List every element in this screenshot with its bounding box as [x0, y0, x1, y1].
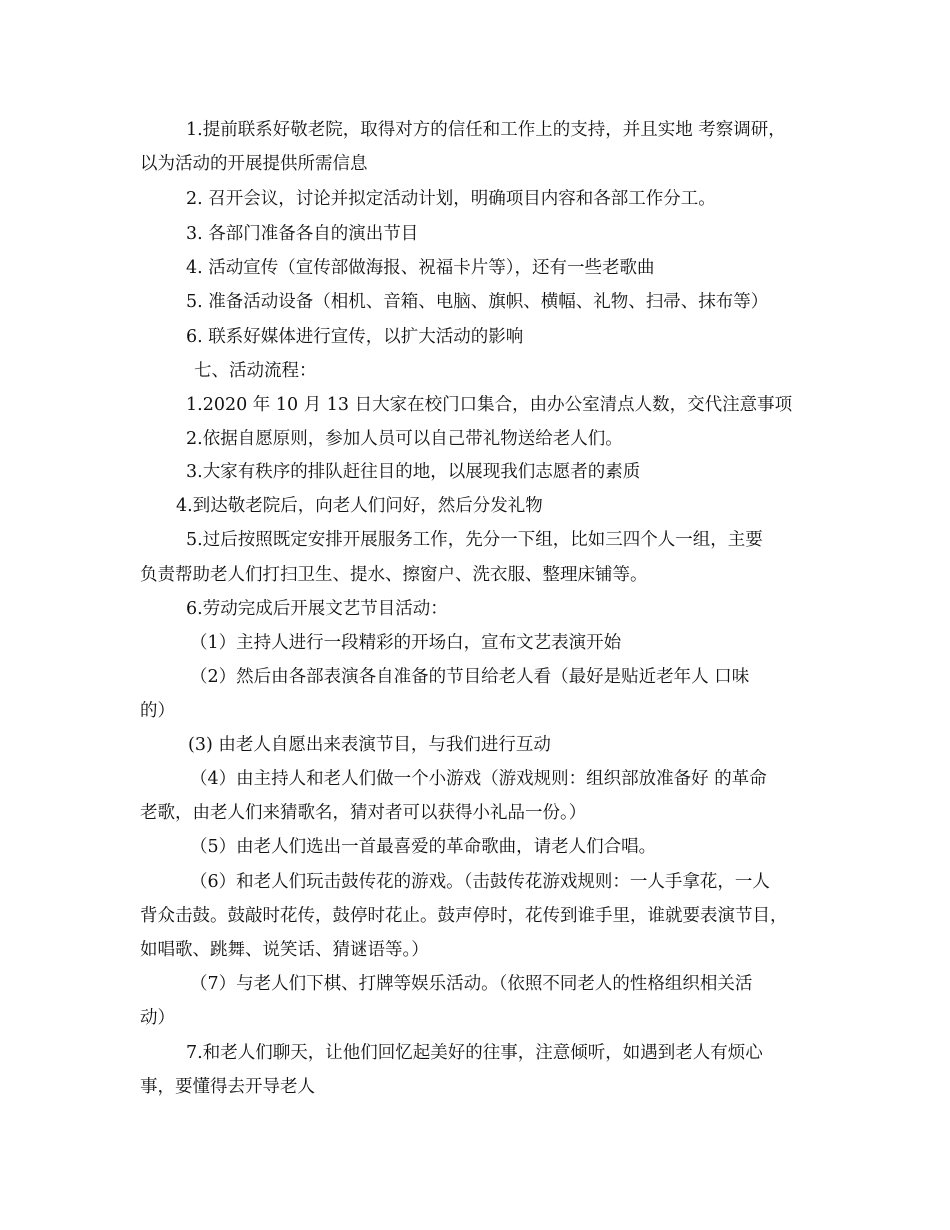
- text-line: 4. 活动宣传（宣传部做海报、祝福卡片等），还有一些老歌曲: [186, 258, 655, 278]
- text-line: 1.提前联系好敬老院，取得对方的信任和工作上的支持，并且实地 考察调研，: [186, 120, 786, 140]
- section-heading: 七、活动流程：: [194, 361, 317, 381]
- text-line: 背众击鼓。鼓敲时花传，鼓停时花止。鼓声停时，花传到谁手里，谁就要表演节目，: [140, 906, 788, 926]
- text-line: 5.过后按照既定安排开展服务工作，先分一下组，比如三四个人一组，主要: [186, 530, 763, 550]
- text-line: （7）与老人们下棋、打牌等娱乐活动。（依照不同老人的性格组织相关活: [190, 974, 753, 994]
- text-line: 6. 联系好媒体进行宣传，以扩大活动的影响: [186, 327, 524, 347]
- text-line: 3. 各部门准备各自的演出节目: [186, 224, 419, 244]
- text-line: 3.大家有秩序的排队赶往目的地，以展现我们志愿者的素质: [186, 462, 641, 482]
- text-line: 如唱歌、跳舞、说笑话、猜谜语等。）: [140, 940, 429, 960]
- text-line: 以为活动的开展提供所需信息: [140, 154, 368, 174]
- text-line: 5. 准备活动设备（相机、音箱、电脑、旗帜、横幅、礼物、扫帚、抹布等）: [186, 292, 769, 312]
- text-line: （1）主持人进行一段精彩的开场白，宣布文艺表演开始: [190, 633, 622, 653]
- text-line: （6）和老人们玩击鼓传花的游戏。（击鼓传花游戏规则：一人手拿花，一人: [190, 872, 770, 892]
- text-line: 事，要懂得去开导老人: [140, 1077, 315, 1097]
- text-line: 6.劳动完成后开展文艺节目活动：: [186, 599, 448, 619]
- text-line: 1.2020 年 10 月 13 日大家在校门口集合，由办公室清点人数，交代注意事项: [186, 395, 793, 415]
- text-line: （2）然后由各部表演各自准备的节目给老人看（最好是贴近老年人 口味: [190, 667, 750, 687]
- text-line: 动）: [140, 1008, 175, 1028]
- text-line: (3) 由老人自愿出来表演节目，与我们进行互动: [188, 735, 551, 755]
- text-line: 2. 召开会议，讨论并拟定活动计划，明确项目内容和各部工作分工。: [186, 189, 716, 209]
- text-line: 2.依据自愿原则，参加人员可以自己带礼物送给老人们。: [186, 429, 623, 449]
- text-line: 负责帮助老人们打扫卫生、提水、擦窗户、洗衣服、整理床铺等。: [140, 565, 648, 585]
- text-line: 的）: [140, 701, 175, 721]
- text-line: （5）由老人们选出一首最喜爱的革命歌曲，请老人们合唱。: [190, 837, 657, 857]
- text-line: 4.到达敬老院后，向老人们问好，然后分发礼物: [176, 496, 543, 516]
- text-line: （4）由主持人和老人们做一个小游戏（游戏规则：组织部放准备好 的革命: [190, 769, 767, 789]
- text-line: 老歌，由老人们来猜歌名，猜对者可以获得小礼品一份。）: [140, 803, 587, 823]
- text-line: 7.和老人们聊天，让他们回忆起美好的往事，注意倾听，如遇到老人有烦心: [186, 1043, 763, 1063]
